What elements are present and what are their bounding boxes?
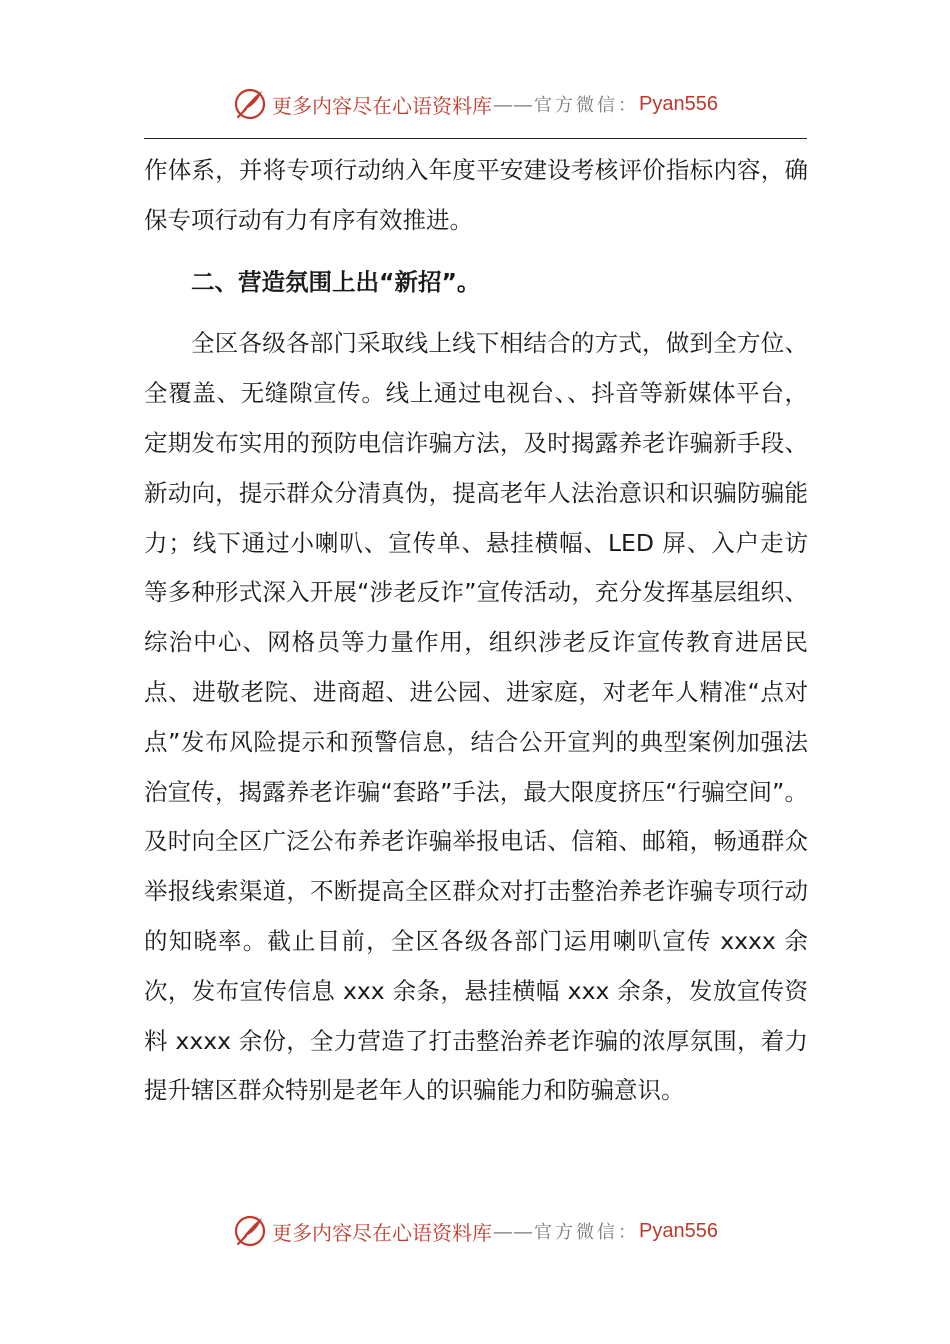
header-dash: —— <box>493 92 534 116</box>
paragraph-continuation: 作体系，并将专项行动纳入年度平安建设考核评价指标内容，确保专项行动有力有序有效推进。 <box>144 156 808 234</box>
paragraph-main: 全区各级各部门采取线上线下相结合的方式，做到全方位、全覆盖、无缝隙宣传。线上通过电视台、、抖音等新媒体平台，定期发布实用的预防电信诈骗方法，及时揭露养老诈骗新手段、新动向，提示群众分清真伪，提高老年人法治意识和识骗防骗能力；线下通过小喇叭、宣传单、悬挂横幅、LED 屏、入户走访等多种形式深入开展“涉老反诈”宣传活动，充分发挥基层组织、综治中心、网格员等力量作用，组织涉老反诈宣传教育进居民点、进敬老院、进商超、进公园、进家庭，对老年人精准“点对点”发布风险提示和预警信息，结合公开宣判的典型案例加强法治宣传，揭露养老诈骗“套路”手法，最大限度挤压“行骗空间”。及时向全区广泛公布养老诈骗举报电话、信箱、邮箱，畅通群众举报线索渠道，不断提高全区群众对打击整治养老诈骗专项行动的知晓率。截止目前，全区各级各部门运用喇叭宣传 xxxx 余次，发布宣传信息 xxx 余条，悬挂横幅 xxx 余条，发放宣传资料 xxxx 余份，全力营造了打击整治养老诈骗的浓厚氛围，着力提升辖区群众特别是老年人的识骗能力和防骗意识。 <box>144 329 808 1105</box>
footer-dash: —— <box>493 1219 534 1243</box>
document-body <box>144 146 808 1116</box>
footer-banner <box>0 1211 950 1251</box>
footer-brand-text: 更多内容尽在心语资料库 <box>272 1220 493 1245</box>
footer-contact-label: 官方微信： <box>534 1222 640 1243</box>
section-heading: 二、营造氛围上出“新招”。 <box>191 267 481 296</box>
header-brand-text: 更多内容尽在心语资料库 <box>272 93 493 118</box>
header-divider <box>144 138 807 139</box>
quill-logo-icon <box>232 1213 268 1249</box>
quill-logo-icon <box>232 86 268 122</box>
header-contact-label: 官方微信： <box>534 95 640 116</box>
header-banner <box>0 84 950 124</box>
header-contact-id: Pyan556 <box>639 92 718 115</box>
footer-contact-id: Pyan556 <box>639 1219 718 1242</box>
